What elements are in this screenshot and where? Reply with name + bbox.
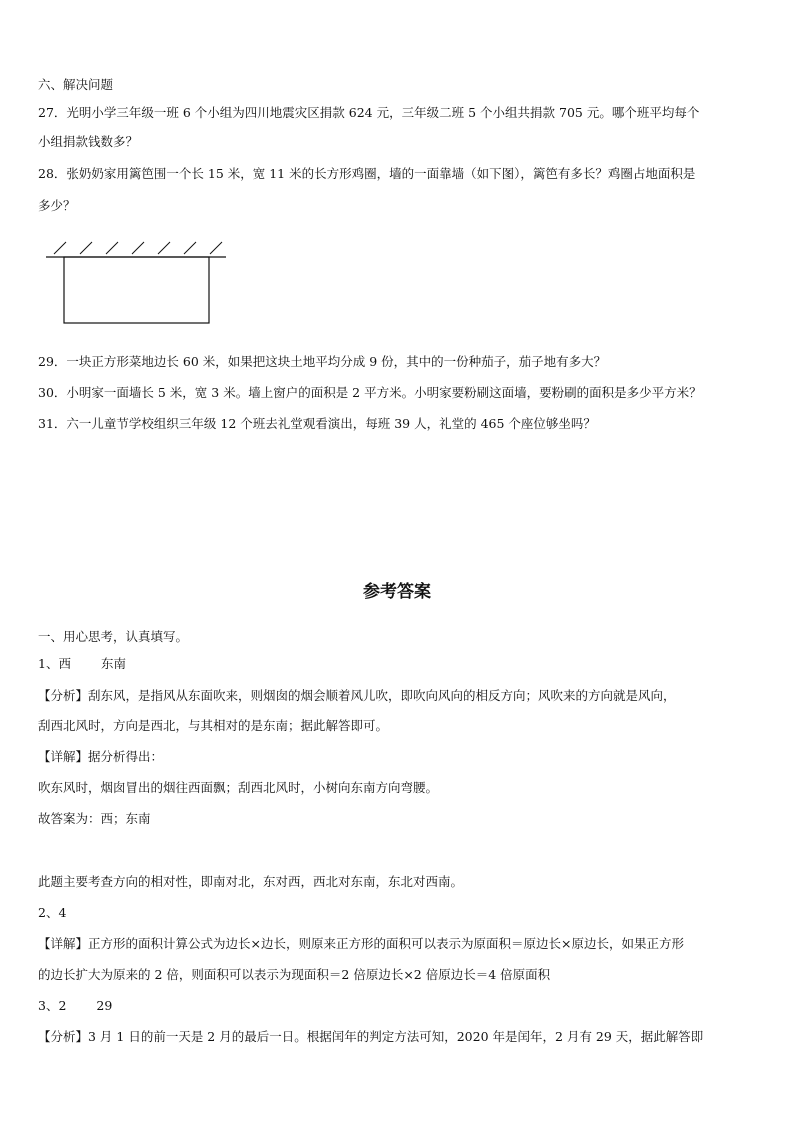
section-heading: 六、解决问题	[38, 77, 114, 92]
answer-1-detail-line1: 【详解】据分析得出：	[38, 749, 164, 764]
answers-title: 参考答案	[363, 582, 431, 602]
question-27-line2: 小组捐款钱数多？	[38, 134, 139, 149]
part1-heading: 一、用心思考，认真填写。	[38, 629, 189, 644]
answer-1-first: 1、西	[38, 656, 71, 671]
question-31: 31．六一儿童节学校组织三年级 12 个班去礼堂观看演出，每班 39 人，礼堂的 465 个座位够坐吗？	[38, 416, 596, 431]
question-28-line1: 28．张奶奶家用篱笆围一个长 15 米，宽 11 米的长方形鸡圈，墙的一面靠墙（如下图），篱笆有多长？鸡圈占地面积是	[38, 166, 696, 181]
question-29: 29．一块正方形菜地边长 60 米，如果把这块土地平均分成 9 份，其中的一份种茄子，茄子地有多大？	[38, 354, 607, 369]
answer-3-analysis-line1: 【分析】3 月 1 日的前一天是 2 月的最后一日。根据闰年的判定方法可知，2020 年是闰年，2 月有 29 天，据此解答即	[38, 1029, 704, 1044]
answer-1-analysis-line1: 【分析】刮东风，是指风从东面吹来，则烟囱的烟会顺着风儿吹，即吹向风向的相反方向；风吹来的方向就是风向，	[38, 688, 676, 703]
answer-1-second: 东南	[100, 656, 126, 671]
wall-rectangle-figure	[44, 238, 230, 330]
answer-3	[38, 998, 112, 1014]
answer-1	[38, 656, 126, 672]
answer-3-second: 29	[96, 998, 113, 1013]
answer-2-detail-line1: 【详解】正方形的面积计算公式为边长×边长，则原来正方形的面积可以表示为原面积＝原边长×原边长，如果正方形	[38, 936, 684, 951]
answer-1-analysis-line2: 刮西北风时，方向是西北，与其相对的是东南；据此解答即可。	[38, 718, 389, 733]
answer-1-note: 此题主要考查方向的相对性，即南对北，东对西，西北对东南，东北对西南。	[38, 874, 464, 889]
answer-1-detail-line2: 吹东风时，烟囱冒出的烟往西面飘；刮西北风时，小树向东南方向弯腰。	[38, 780, 439, 795]
answer-1-detail-line3: 故答案为：西；东南	[38, 811, 151, 826]
answer-2-detail-line2: 的边长扩大为原来的 2 倍，则面积可以表示为现面积＝2 倍原边长×2 倍原边长＝4 倍原面积	[38, 967, 551, 982]
answer-3-first: 3、2	[38, 998, 67, 1013]
question-30: 30．小明家一面墙长 5 米，宽 3 米。墙上窗户的面积是 2 平方米。小明家要粉刷这面墙，要粉刷的面积是多少平方米？	[38, 385, 702, 400]
question-28-line2: 多少？	[38, 198, 76, 213]
question-27-line1: 27．光明小学三年级一班 6 个小组为四川地震灾区捐款 624 元，三年级二班 5 个小组共捐款 705 元。哪个班平均每个	[38, 105, 700, 120]
answer-2: 2、4	[38, 905, 67, 920]
